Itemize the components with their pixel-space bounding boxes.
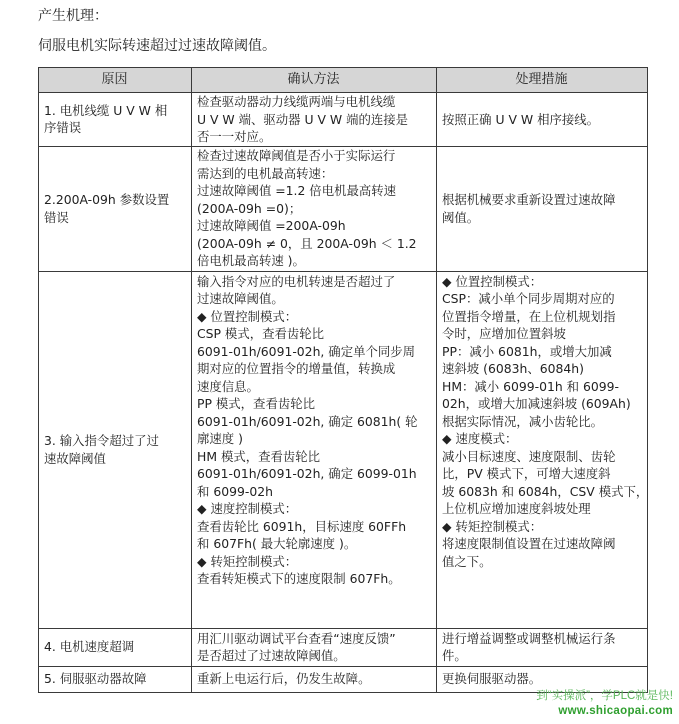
cell-text-line: 进行增益调整或调整机械运行条 bbox=[442, 630, 616, 646]
cell-text-line: 过速故障阈值 =1.2 倍电机最高转速 bbox=[197, 183, 397, 199]
cell-cause bbox=[39, 271, 192, 628]
cell-text-line: 序错误 bbox=[44, 120, 82, 136]
cell-check-method bbox=[192, 271, 437, 628]
cell-text-line: 6091-01h/6091-02h, 确定 6099-01h bbox=[197, 466, 417, 481]
cell-action bbox=[437, 93, 648, 147]
table-row bbox=[39, 146, 648, 271]
table-row bbox=[39, 628, 648, 666]
cell-check-method bbox=[192, 628, 437, 666]
cell-check-method bbox=[192, 146, 437, 271]
cell-text-line: 和 6099-02h bbox=[197, 483, 273, 499]
cell-text-line: 值之下。 bbox=[442, 553, 492, 569]
cell-text-line: 用汇川驱动调试平台查看“速度反馈” bbox=[197, 630, 396, 646]
cell-text-line: 上位机应增加速度斜坡处理 bbox=[442, 501, 591, 516]
cell-text-line: 是否超过了过速故障阈值。 bbox=[197, 648, 346, 663]
cell-cause bbox=[39, 666, 192, 692]
cell-check-method bbox=[192, 666, 437, 692]
cell-text-line: 速故障阈值 bbox=[44, 450, 106, 466]
cell-text-line: ◆ 转矩控制模式： bbox=[197, 553, 298, 569]
cell-text-line: 5. 伺服驱动器故障 bbox=[44, 671, 147, 687]
cell-text-line: 速斜坡 (6083h、6084h) bbox=[442, 361, 584, 376]
cell-text-line: 坡 6083h 和 6084h，CSV 模式下， bbox=[442, 483, 649, 499]
cell-text-line: 廓速度 ) bbox=[197, 431, 243, 446]
cell-text-line: 检查过速故障阈值是否小于实际运行 bbox=[197, 148, 396, 164]
watermark-url: www.shicaopai.com bbox=[558, 705, 673, 717]
cell-text-line: 3. 输入指令超过了过 bbox=[44, 433, 159, 448]
cell-text-line: 检查驱动器动力线缆两端与电机线缆 bbox=[197, 94, 396, 109]
cell-text-line: U V W 端、驱动器 U V W 端的连接是 bbox=[197, 111, 409, 127]
cell-text-line: HM 模式，查看齿轮比 bbox=[197, 448, 321, 464]
cell-text-line: (200A-09h =0)； bbox=[197, 200, 302, 216]
cell-cause bbox=[39, 93, 192, 147]
cell-text-line: 更换伺服驱动器。 bbox=[442, 671, 542, 687]
cell-text-line: 减小目标速度、速度限制、齿轮 bbox=[442, 448, 616, 464]
cell-text-line: 1. 电机线缆 U V W 相 bbox=[44, 102, 168, 118]
cell-text-line: ◆ 速度控制模式： bbox=[197, 501, 298, 516]
cell-text-line: HM：减小 6099-01h 和 6099- bbox=[442, 378, 620, 394]
cell-text-line: ◆ 转矩控制模式： bbox=[442, 518, 543, 534]
cell-text-line: 阈值。 bbox=[442, 209, 480, 225]
cell-text-line: 根据实际情况，减小齿轮比。 bbox=[442, 413, 604, 429]
cell-text-line: ◆ 速度模式： bbox=[442, 431, 518, 446]
table-row bbox=[39, 93, 648, 147]
cell-text-line: 过速故障阈值 =200A-09h bbox=[197, 218, 346, 234]
section-heading: 产生机理： bbox=[38, 8, 108, 24]
cell-text-line: 过速故障阈值。 bbox=[197, 291, 284, 306]
cell-action bbox=[437, 628, 648, 666]
cell-text-line: 倍电机最高转速 )。 bbox=[197, 253, 305, 269]
fault-table bbox=[38, 67, 648, 693]
cell-text-line: 重新上电运行后，仍发生故障。 bbox=[197, 671, 371, 687]
cell-cause bbox=[39, 146, 192, 271]
table-body bbox=[39, 93, 648, 693]
cell-text-line: 否一一对应。 bbox=[197, 129, 272, 144]
cell-text-line: 错误 bbox=[44, 209, 69, 225]
cell-text-line: CSP：减小单个同步周期对应的 bbox=[442, 291, 615, 306]
cell-text-line: 件。 bbox=[442, 648, 467, 663]
cell-text-line: (200A-09h ≠ 0，且 200A-09h ＜ 1.2 bbox=[197, 235, 417, 251]
cell-text-line: 根据机械要求重新设置过速故障 bbox=[442, 192, 616, 207]
watermark-slogan: 到“实操派”，学PLC就是快! bbox=[536, 690, 673, 702]
cell-text-line: 需达到的电机最高转速： bbox=[197, 165, 334, 181]
cell-text-line: 输入指令对应的电机转速是否超过了 bbox=[197, 273, 396, 289]
cell-text-line: 期对应的位置指令的增量值，转换成 bbox=[197, 361, 396, 376]
cell-action bbox=[437, 146, 648, 271]
cell-text-line: ◆ 位置控制模式： bbox=[197, 308, 298, 324]
header-check-method: 确认方法 bbox=[192, 68, 437, 93]
table-header-row bbox=[39, 68, 648, 93]
table-row bbox=[39, 271, 648, 628]
cell-text-line: PP 模式，查看齿轮比 bbox=[197, 396, 316, 411]
cell-text-line: 将速度限制值设置在过速故障阈 bbox=[442, 536, 616, 551]
cell-text-line: CSP 模式，查看齿轮比 bbox=[197, 326, 325, 341]
cell-text-line: 令时，应增加位置斜坡 bbox=[442, 326, 566, 341]
header-action: 处理措施 bbox=[437, 68, 648, 93]
cell-text-line: 6091-01h/6091-02h, 确定 6081h( 轮 bbox=[197, 413, 418, 429]
cell-text-line: 速度信息。 bbox=[197, 378, 259, 394]
cell-text-line: 位置指令增量，在上位机规划指 bbox=[442, 308, 616, 324]
header-cause: 原因 bbox=[39, 68, 192, 93]
cell-check-method bbox=[192, 93, 437, 147]
cell-text-line: 6091-01h/6091-02h, 确定单个同步周 bbox=[197, 343, 416, 359]
cell-text-line: 比，PV 模式下，可增大速度斜 bbox=[442, 466, 611, 481]
cell-text-line: 02h，或增大加减速斜坡 (609Ah) bbox=[442, 396, 631, 411]
site-watermark bbox=[536, 689, 673, 719]
cell-cause bbox=[39, 628, 192, 666]
mechanism-description: 伺服电机实际转速超过过速故障阈值。 bbox=[38, 38, 276, 54]
cell-text-line: PP：减小 6081h，或增大加减 bbox=[442, 343, 612, 359]
cell-action bbox=[437, 271, 648, 628]
cell-text-line: 2.200A-09h 参数设置 bbox=[44, 192, 170, 207]
cell-text-line: 查看齿轮比 6091h，目标速度 60FFh bbox=[197, 518, 407, 534]
cell-text-line: 按照正确 U V W 相序接线。 bbox=[442, 111, 600, 127]
cell-text-line: ◆ 位置控制模式： bbox=[442, 273, 543, 289]
cell-text-line: 查看转矩模式下的速度限制 607Fh。 bbox=[197, 571, 401, 586]
cell-text-line: 4. 电机速度超调 bbox=[44, 639, 135, 655]
cell-text-line: 和 607Fh( 最大轮廓速度 )。 bbox=[197, 536, 357, 551]
